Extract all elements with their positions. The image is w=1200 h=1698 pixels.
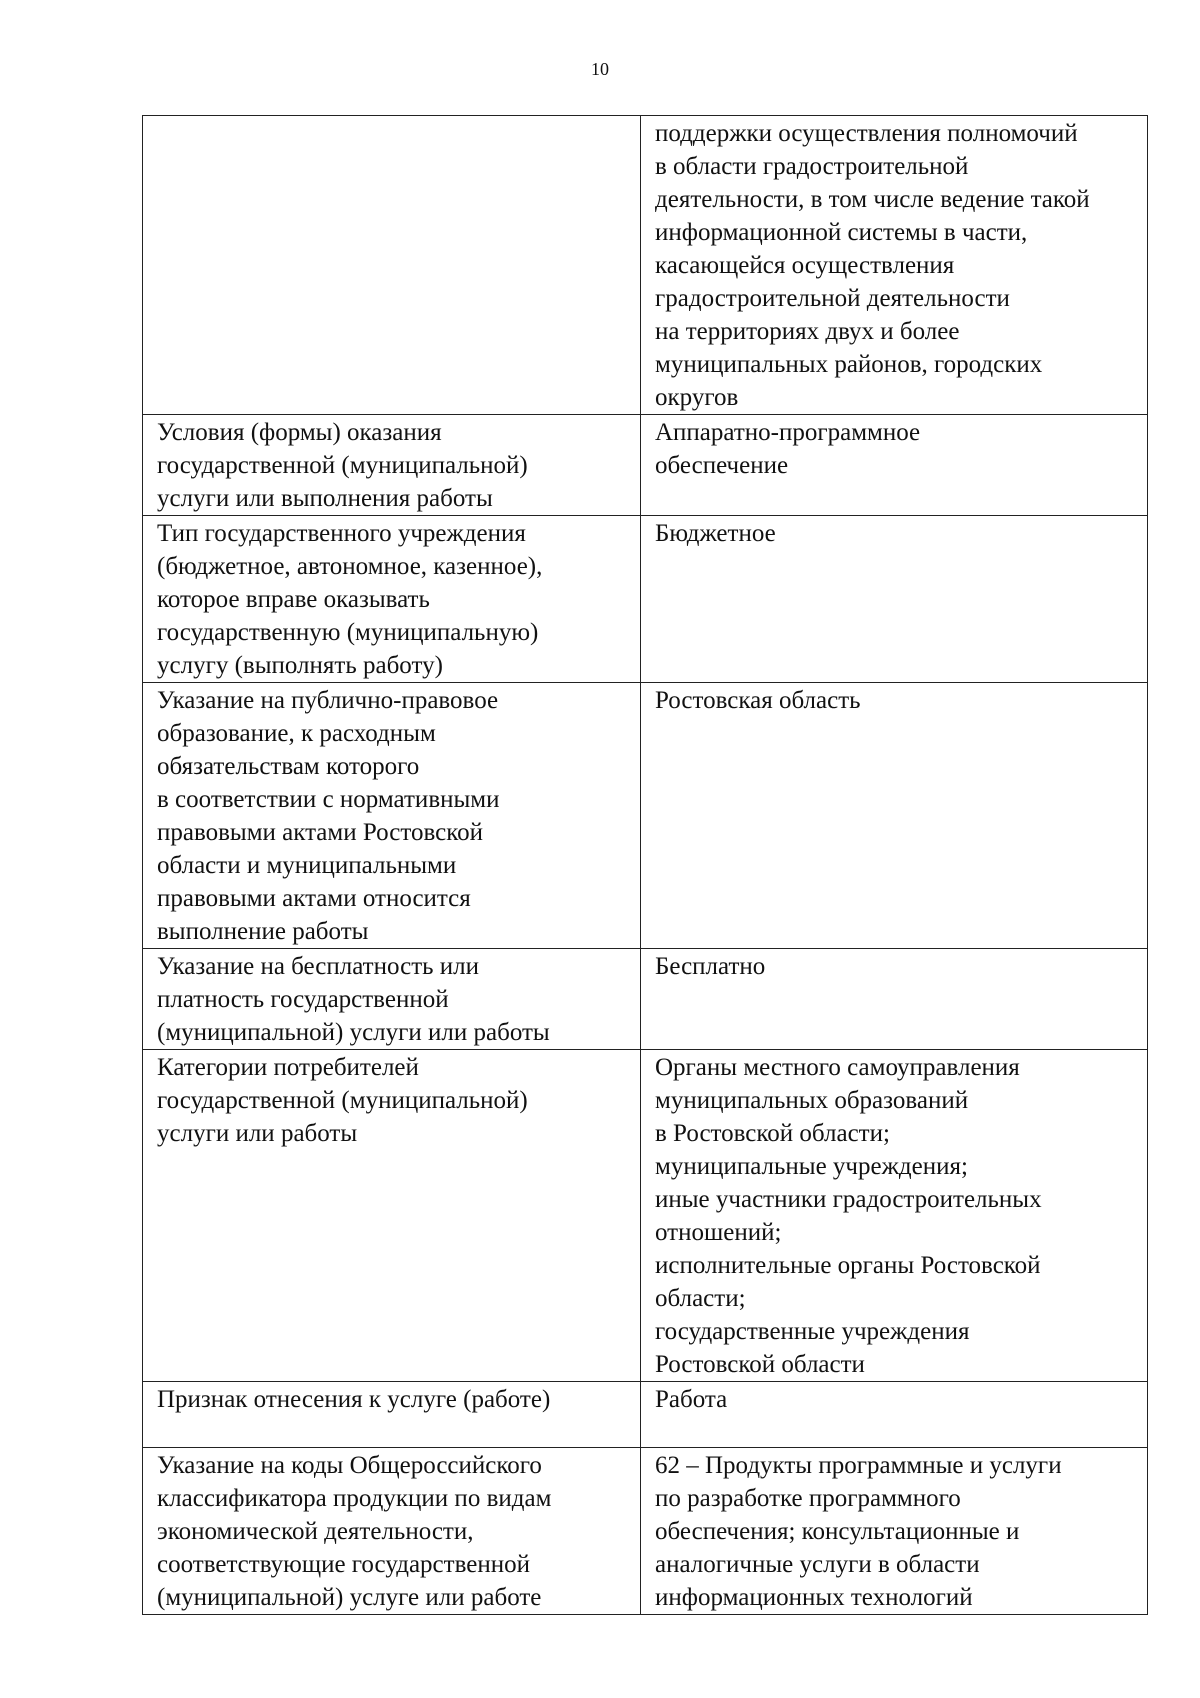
service-or-work-label-cell: Признак отнесения к услуге (работе) <box>143 1382 641 1448</box>
table-row-consumers <box>143 1050 1148 1382</box>
table-row-okpd-codes <box>143 1448 1148 1615</box>
empty-left-cell <box>143 116 641 415</box>
table-row-payment <box>143 949 1148 1050</box>
service-info-table <box>142 115 1148 1615</box>
conditions-label-cell: Условия (формы) оказания государственной (муниципальной) услуги или выполнения работы <box>143 415 641 516</box>
institution-type-value-cell: Бюджетное <box>641 516 1148 683</box>
payment-label-cell: Указание на бесплатность или платность государственной (муниципальной) услуги или работы <box>143 949 641 1050</box>
okpd-codes-value-cell: 62 – Продукты программные и услуги по разработке программного обеспечения; консультационные и аналогичные услуги в области информационных технологий <box>641 1448 1148 1615</box>
okpd-codes-label-cell: Указание на коды Общероссийского классификатора продукции по видам экономической деятельности, соответствующие государственной (муниципальной) услуге или работе <box>143 1448 641 1615</box>
page-number: 10 <box>591 59 609 79</box>
table-row-service-or-work <box>143 1382 1148 1448</box>
institution-type-label-cell: Тип государственного учреждения (бюджетное, автономное, казенное), которое вправе оказывать государственную (муниципальную) услугу (выполнять работу) <box>143 516 641 683</box>
service-or-work-value-cell: Работа <box>641 1382 1148 1448</box>
public-entity-value-cell: Ростовская область <box>641 683 1148 949</box>
table-row-conditions <box>143 415 1148 516</box>
conditions-value-cell: Аппаратно-программное обеспечение <box>641 415 1148 516</box>
continuation-text-cell: поддержки осуществления полномочий в области градостроительной деятельности, в том числе ведение такой информационной системы в части, касающейся осуществления градостроительной деятельности на территориях двух и более муниципальных районов, городских округов <box>641 116 1148 415</box>
consumers-label-cell: Категории потребителей государственной (муниципальной) услуги или работы <box>143 1050 641 1382</box>
consumers-value-cell: Органы местного самоуправления муниципальных образований в Ростовской области; муниципальные учреждения; иные участники градостроительных отношений; исполнительные органы Ростовской области; государственные учреждения Ростовской области <box>641 1050 1148 1382</box>
table-row-continuation <box>143 116 1148 415</box>
payment-value-cell: Бесплатно <box>641 949 1148 1050</box>
table-row-institution-type <box>143 516 1148 683</box>
table-row-public-entity <box>143 683 1148 949</box>
public-entity-label-cell: Указание на публично-правовое образование, к расходным обязательствам которого в соответствии с нормативными правовыми актами Ростовской области и муниципальными правовыми актами относится выполнение работы <box>143 683 641 949</box>
